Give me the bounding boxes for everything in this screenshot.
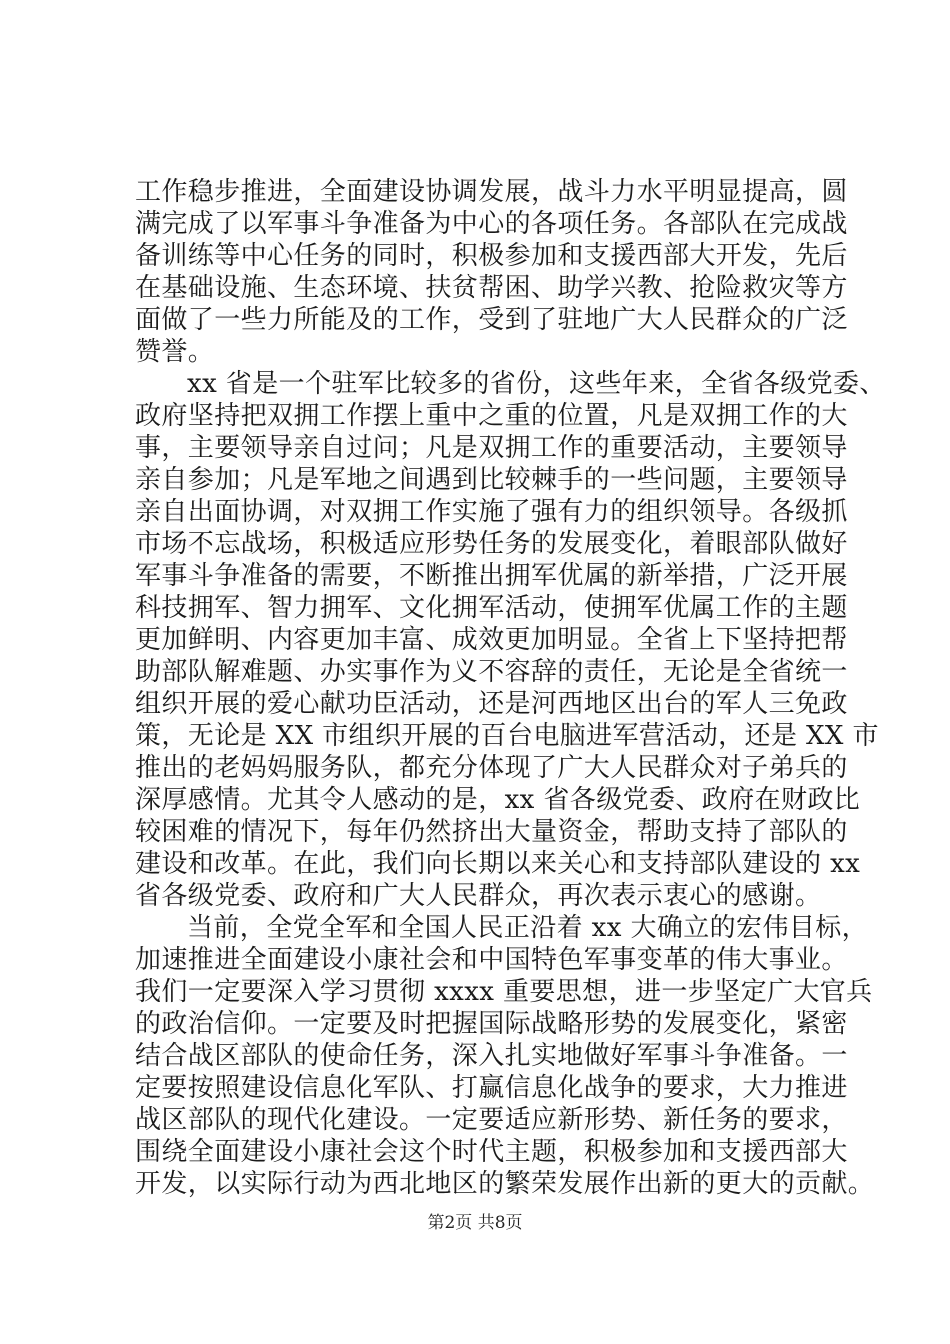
text-line: 科技拥军、智力拥军、文化拥军活动，使拥军优属工作的主题: [135, 593, 848, 623]
text-line: 结合战区部队的使命任务，深入扎实地做好军事斗争准备。一: [135, 1041, 848, 1071]
text-line: 的政治信仰。一定要及时把握国际战略形势的发展变化，紧密: [135, 1009, 848, 1039]
text-line: 市场不忘战场，积极适应形势任务的发展变化，着眼部队做好: [135, 529, 848, 559]
text-line: 组织开展的爱心献功臣活动，还是河西地区出台的军人三免政: [135, 689, 848, 719]
text-line: 军事斗争准备的需要，不断推出拥军优属的新举措，广泛开展: [135, 561, 848, 591]
document-body: [135, 176, 886, 1200]
text-line: 定要按照建设信息化军队、打赢信息化战争的要求，大力推进: [135, 1073, 848, 1103]
text-line: 面做了一些力所能及的工作，受到了驻地广大人民群众的广泛: [135, 305, 848, 335]
paragraph-2: [135, 368, 886, 912]
text-line: 政府坚持把双拥工作摆上重中之重的位置，凡是双拥工作的大: [135, 401, 848, 431]
text-line: 工作稳步推进，全面建设协调发展，战斗力水平明显提高，圆: [135, 177, 848, 207]
text-line: 围绕全面建设小康社会这个时代主题，积极参加和支援西部大: [135, 1137, 848, 1167]
text-line: 推出的老妈妈服务队，都充分体现了广大人民群众对子弟兵的: [135, 753, 848, 783]
text-line: 在基础设施、生态环境、扶贫帮困、助学兴教、抢险救灾等方: [135, 273, 848, 303]
text-line: 满完成了以军事斗争准备为中心的各项任务。各部队在完成战: [135, 209, 848, 239]
text-line: 亲自出面协调，对双拥工作实施了强有力的组织领导。各级抓: [135, 497, 848, 527]
text-line: xx 省是一个驻军比较多的省份，这些年来，全省各级党委、: [187, 369, 886, 399]
text-line: 加速推进全面建设小康社会和中国特色军事变革的伟大事业。: [135, 945, 848, 975]
text-line: 建设和改革。在此，我们向长期以来关心和支持部队建设的 xx: [135, 849, 861, 879]
text-line: 开发，以实际行动为西北地区的繁荣发展作出新的更大的贡献。: [135, 1169, 875, 1199]
text-line: 亲自参加；凡是军地之间遇到比较棘手的一些问题，主要领导: [135, 465, 848, 495]
text-line: 较困难的情况下，每年仍然挤出大量资金，帮助支持了部队的: [135, 817, 848, 847]
paragraph-3: [135, 912, 875, 1200]
text-line: 备训练等中心任务的同时，积极参加和支援西部大开发，先后: [135, 241, 848, 271]
text-line: 更加鲜明、内容更加丰富、成效更加明显。全省上下坚持把帮: [135, 625, 848, 655]
text-line: 策，无论是 XX 市组织开展的百台电脑进军营活动，还是 XX 市: [135, 721, 879, 751]
text-line: 赞誉。: [135, 337, 215, 367]
text-line: 省各级党委、政府和广大人民群众，再次表示衷心的感谢。: [135, 881, 822, 911]
page-number-footer: 第2页 共8页: [427, 1213, 523, 1233]
text-line: 当前，全党全军和全国人民正沿着 xx 大确立的宏伟目标，: [187, 913, 869, 943]
text-line: 助部队解难题、办实事作为义不容辞的责任，无论是全省统一: [135, 657, 848, 687]
paragraph-1: [135, 176, 848, 368]
text-line: 我们一定要深入学习贯彻 xxxx 重要思想，进一步坚定广大官兵: [135, 977, 873, 1007]
text-line: 事，主要领导亲自过问；凡是双拥工作的重要活动，主要领导: [135, 433, 848, 463]
text-line: 深厚感情。尤其令人感动的是，xx 省各级党委、政府在财政比: [135, 785, 861, 815]
text-line: 战区部队的现代化建设。一定要适应新形势、新任务的要求，: [135, 1105, 848, 1135]
